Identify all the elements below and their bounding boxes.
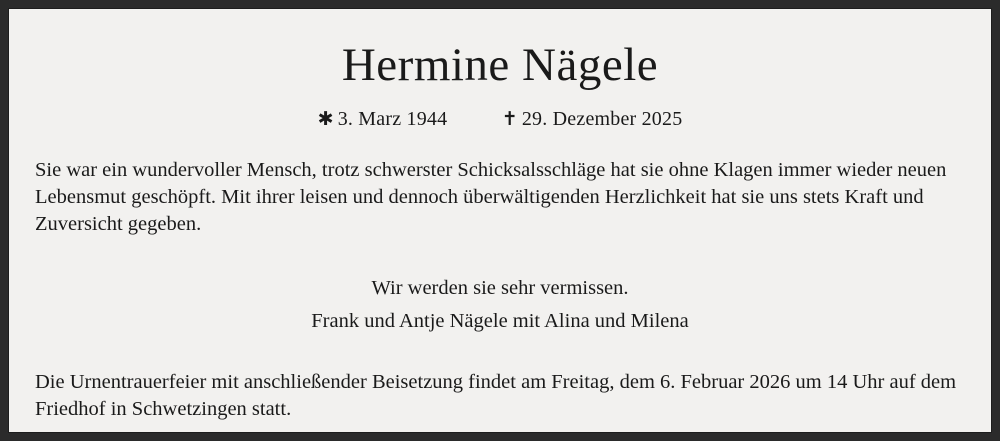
death-cross-icon: ✝ bbox=[501, 109, 518, 131]
deceased-name: Hermine Nägele bbox=[341, 39, 659, 91]
birth-star-icon: ✱ bbox=[317, 109, 334, 131]
death-date: 29. Dezember 2025 bbox=[521, 108, 683, 131]
survivors-line: Frank und Antje Nägele mit Alina und Milena bbox=[311, 309, 689, 332]
farewell-line: Wir werden sie sehr vermissen. bbox=[371, 277, 629, 300]
birth-date: 3. Marz 1944 bbox=[337, 108, 448, 131]
life-dates bbox=[35, 108, 965, 131]
obituary-content bbox=[9, 9, 991, 432]
obituary-card bbox=[8, 8, 992, 433]
service-info-text: Die Urnentrauerfeier mit anschließender Beisetzung findet am Freitag, dem 6. Februar 2026 um 14 Uhr auf dem Friedhof in Schwetzingen statt. bbox=[35, 371, 957, 421]
farewell-block bbox=[35, 274, 965, 335]
tribute-text: Sie war ein wundervoller Mensch, trotz schwerster Schicksalsschläge hat sie ohne Klagen immer wieder neuen Lebensmut geschöpft. Mit ihrer leisen und dennoch überwältigenden Herzlichkeit hat sie uns stets Kraft und Zuversicht gegeben. bbox=[35, 159, 947, 236]
